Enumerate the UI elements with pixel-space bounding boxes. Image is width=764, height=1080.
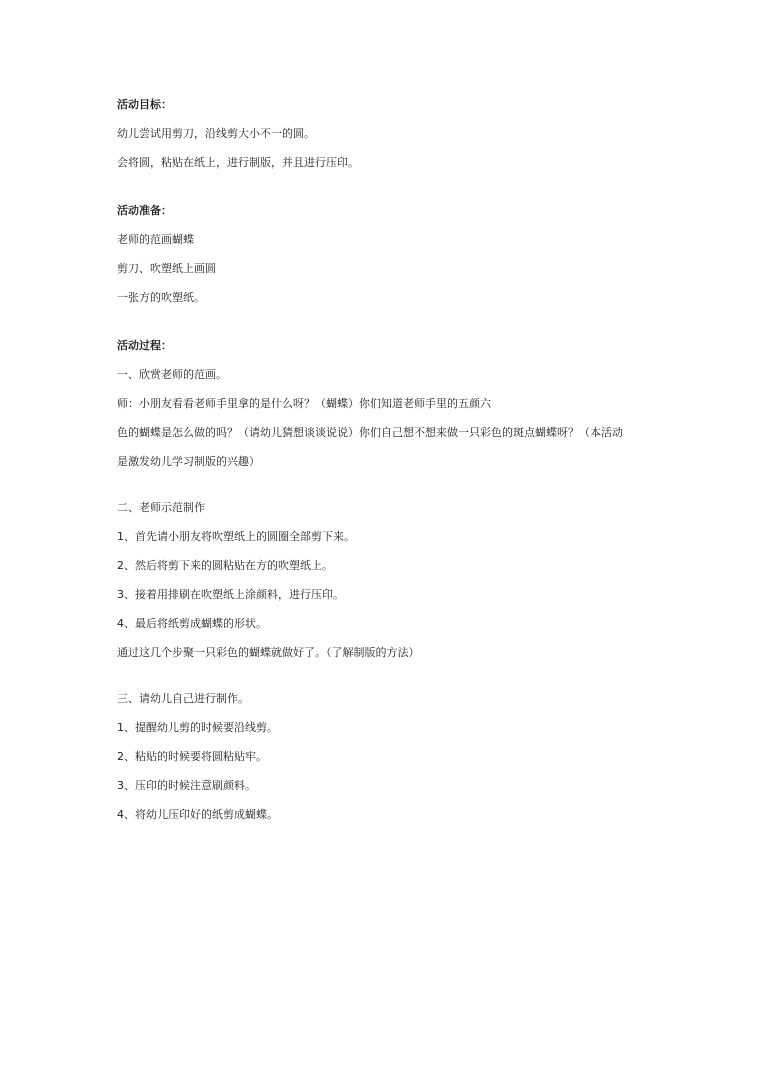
demo-step-4: 4、最后将纸剪成蝴蝶的形状。 (117, 617, 267, 630)
child-step-2: 2、粘贴的时候要将圆粘贴牢。 (117, 750, 267, 763)
heading-activity-process: 活动过程： (117, 339, 172, 352)
demo-step-2: 2、然后将剪下来的圆粘贴在方的吹塑纸上。 (117, 559, 333, 572)
document-page (117, 96, 677, 824)
goal-line-2: 会将圆，粘贴在纸上，进行制版，并且进行压印。 (117, 156, 359, 169)
child-step-3: 3、压印的时候注意刷颜料。 (117, 779, 256, 792)
process-line-2: 师：小朋友看看老师手里拿的是什么呀？（蝴蝶）你们知道老师手里的五颜六 (117, 397, 491, 410)
demo-step-3: 3、接着用排刷在吹塑纸上涂颜料，进行压印。 (117, 588, 344, 601)
prep-line-2: 剪刀、吹塑纸上画圆 (117, 262, 216, 275)
process-line-3: 色的蝴蝶是怎么做的吗？（请幼儿猜想谈谈说说）你们自己想不想来做一只彩色的斑点蝴蝶呀？（本活动 (117, 426, 623, 439)
goal-line-1: 幼儿尝试用剪刀，沿线剪大小不一的圆。 (117, 127, 315, 140)
demo-summary: 通过这几个步聚一只彩色的蝴蝶就做好了。（了解制版的方法） (117, 646, 420, 659)
demo-step-1: 1、首先请小朋友将吹塑纸上的圆圈全部剪下来。 (117, 530, 355, 543)
child-section-title: 三、请幼儿自己进行制作。 (117, 692, 249, 705)
process-line-1: 一、欣赏老师的范画。 (117, 368, 227, 381)
child-step-4: 4、将幼儿压印好的纸剪成蝴蝶。 (117, 808, 278, 821)
child-step-1: 1、提醒幼儿剪的时候要沿线剪。 (117, 721, 278, 734)
process-line-4: 是激发幼儿学习制版的兴趣） (117, 455, 260, 468)
prep-line-3: 一张方的吹塑纸。 (117, 291, 205, 304)
heading-activity-goals: 活动目标： (117, 98, 172, 111)
prep-line-1: 老师的范画蝴蝶 (117, 233, 194, 246)
demo-section-title: 二、老师示范制作 (117, 501, 205, 514)
heading-activity-preparation: 活动准备： (117, 204, 172, 217)
